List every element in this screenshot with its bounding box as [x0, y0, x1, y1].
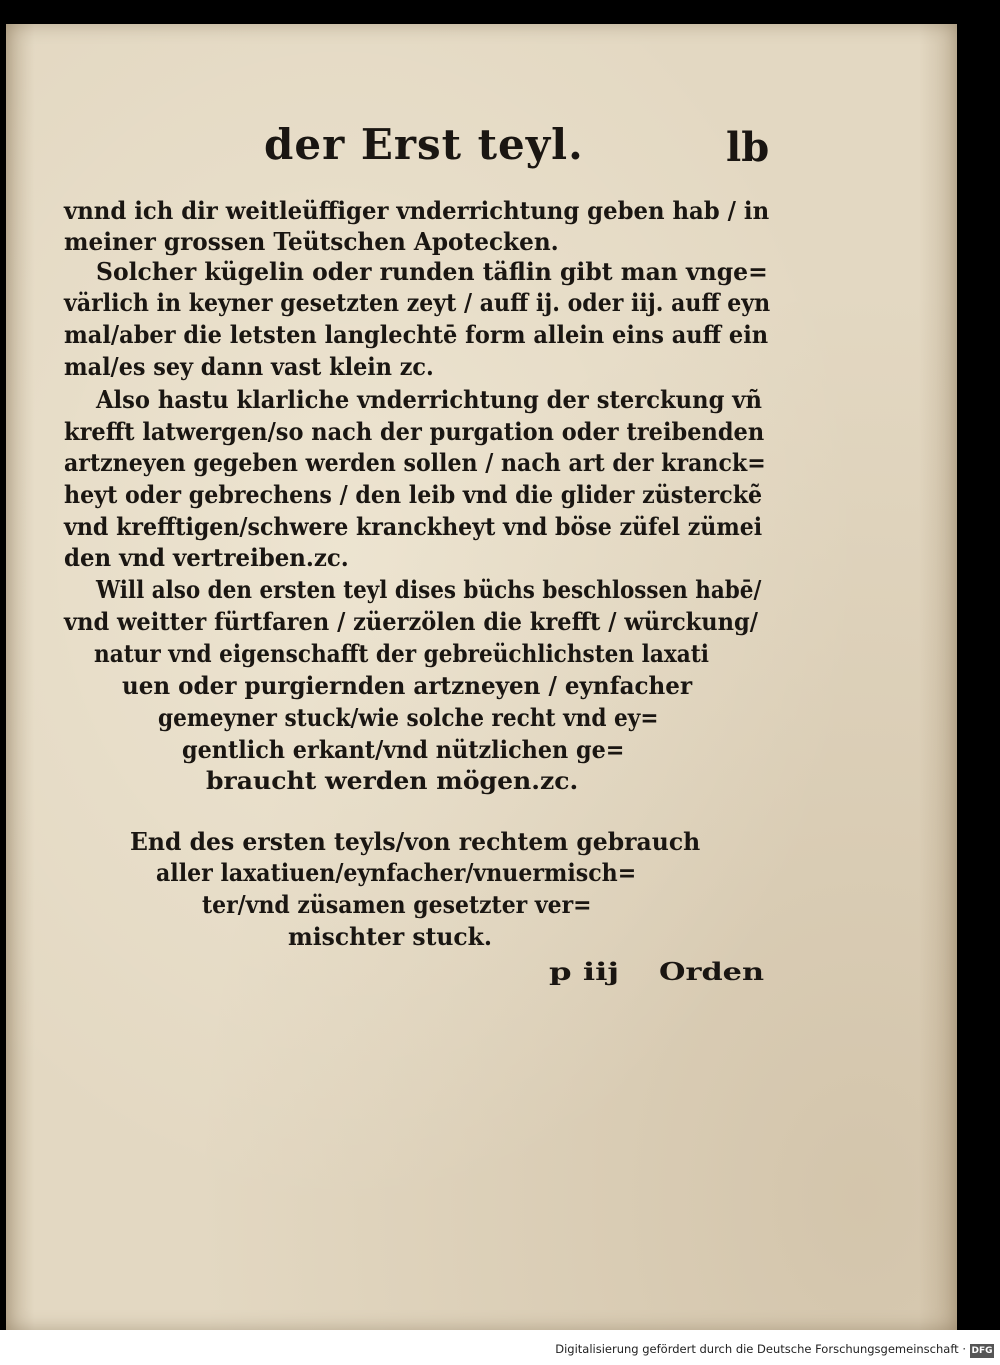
- text-line: End des ersten teyls/von rechtem gebrauch: [130, 827, 701, 856]
- text-line: mischter stuck.: [288, 922, 493, 951]
- folio-number: lb: [726, 124, 770, 171]
- text-line: krefft latwergen/so nach der purgation oder treibenden: [64, 417, 765, 446]
- footer-credit: Digitalisierung gefördert durch die Deutsche Forschungsgemeinschaft ·: [555, 1342, 966, 1356]
- text-line: natur vnd eigenschafft der gebreüchlichsten laxati: [94, 639, 709, 668]
- text-line: uen oder purgiernden artzneyen / eynfacher: [122, 671, 693, 700]
- text-line: Also hastu klarliche vnderrichtung der sterckung vñ: [96, 385, 762, 414]
- text-line: gentlich erkant/vnd nützlichen ge=: [182, 735, 625, 764]
- text-line: Solcher kügelin oder runden täflin gibt man vnge=: [96, 257, 768, 286]
- catchword: Orden: [659, 957, 765, 986]
- text-line: värlich in keyner gesetzten zeyt / auff ij. oder iij. auff eyn: [64, 288, 771, 317]
- text-line: meiner grossen Teütschen Apotecken.: [64, 227, 559, 256]
- text-line: den vnd vertreiben.zc.: [64, 543, 349, 572]
- text-line: heyt oder gebrechens / den leib vnd die glider züsterckẽ: [64, 480, 763, 509]
- text-line: ter/vnd züsamen gesetzter ver=: [202, 890, 592, 919]
- text-line: vnnd ich dir weitleüffiger vnderrichtung geben hab / in: [64, 196, 770, 225]
- running-head: der Erst teyl.: [264, 120, 584, 169]
- text-line: aller laxatiuen/eynfacher/vnuermisch=: [156, 858, 637, 887]
- text-line: mal/aber die letsten langlechtē form allein eins auff ein: [64, 320, 769, 349]
- dfg-logo: DFG: [971, 1346, 993, 1356]
- text-line: gemeyner stuck/wie solche recht vnd ey=: [158, 703, 659, 732]
- text-line: Will also den ersten teyl dises büchs beschlossen habē/: [96, 575, 762, 604]
- text-line: vnd krefftigen/schwere kranckheyt vnd böse züfel zümei: [64, 512, 763, 541]
- signature-mark: p iij: [549, 957, 620, 986]
- footer-bar: [0, 1330, 1000, 1365]
- text-line: braucht werden mögen.zc.: [206, 766, 579, 795]
- book-page: [6, 24, 957, 1330]
- text-line: vnd weitter fürtfaren / züerzölen die krefft / würckung/: [64, 607, 758, 636]
- text-line: artzneyen gegeben werden sollen / nach art der kranck=: [64, 448, 766, 477]
- text-line: mal/es sey dann vast klein zc.: [64, 352, 434, 381]
